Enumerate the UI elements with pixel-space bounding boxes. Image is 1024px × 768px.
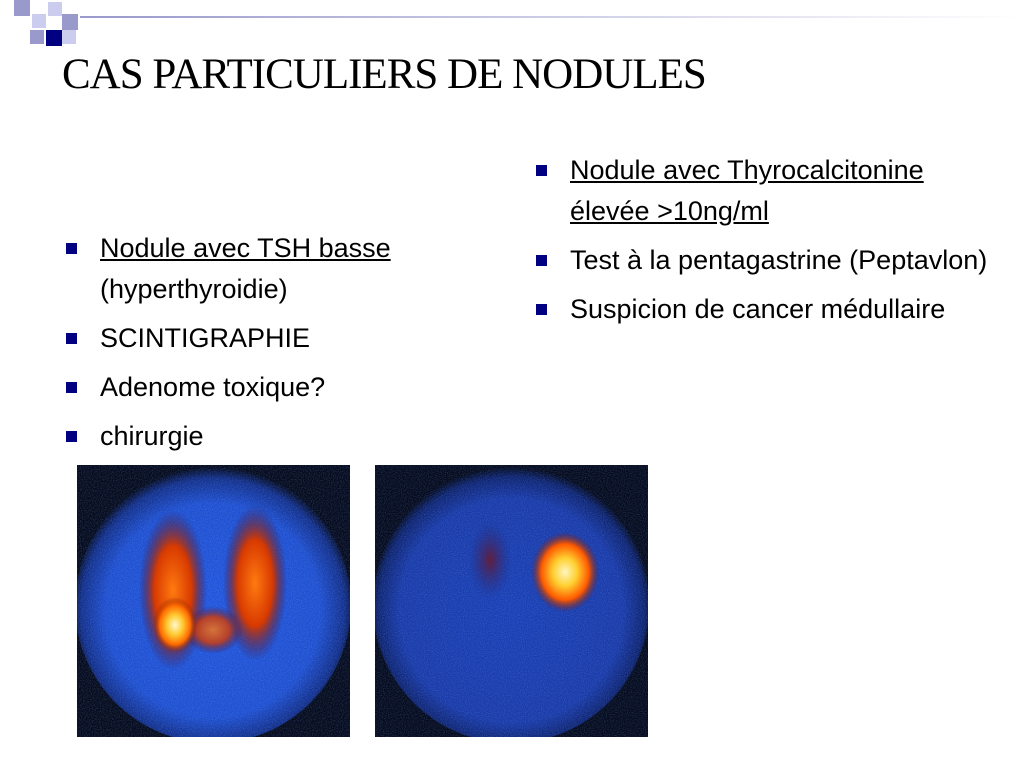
list-item-text: Suspicion de cancer médullaire [570, 294, 946, 324]
list-item [62, 416, 502, 457]
list-item-text: SCINTIGRAPHIE [100, 323, 311, 353]
list-item [532, 289, 992, 330]
list-item [532, 150, 992, 232]
square-bullet-icon [536, 304, 547, 315]
list-item-text: Adenome toxique? [100, 372, 326, 402]
right-bullet-list [532, 150, 992, 338]
slide-title: CAS PARTICULIERS DE NODULES [62, 51, 706, 98]
list-item [62, 318, 502, 359]
list-item [62, 228, 502, 310]
square-bullet-icon [66, 431, 77, 442]
list-item-text: Test à la pentagastrine (Peptavlon) [570, 245, 988, 275]
square-bullet-icon [66, 382, 77, 393]
square-bullet-icon [536, 255, 547, 266]
left-bullet-list [62, 228, 502, 465]
square-bullet-icon [66, 243, 77, 254]
list-item [62, 367, 502, 408]
square-bullet-icon [66, 333, 77, 344]
list-item-underlined-text: Nodule avec Thyrocalcitonine élevée >10ng/ml [570, 155, 924, 226]
list-item-text: (hyperthyroidie) [100, 274, 288, 304]
scintigraphy-image-multinodular [77, 465, 350, 737]
list-item-underlined-text: Nodule avec TSH basse [100, 233, 391, 263]
scintigraphy-image-toxic-adenoma [375, 465, 648, 737]
square-bullet-icon [536, 165, 547, 176]
list-item [532, 240, 992, 281]
list-item-text: chirurgie [100, 421, 204, 451]
